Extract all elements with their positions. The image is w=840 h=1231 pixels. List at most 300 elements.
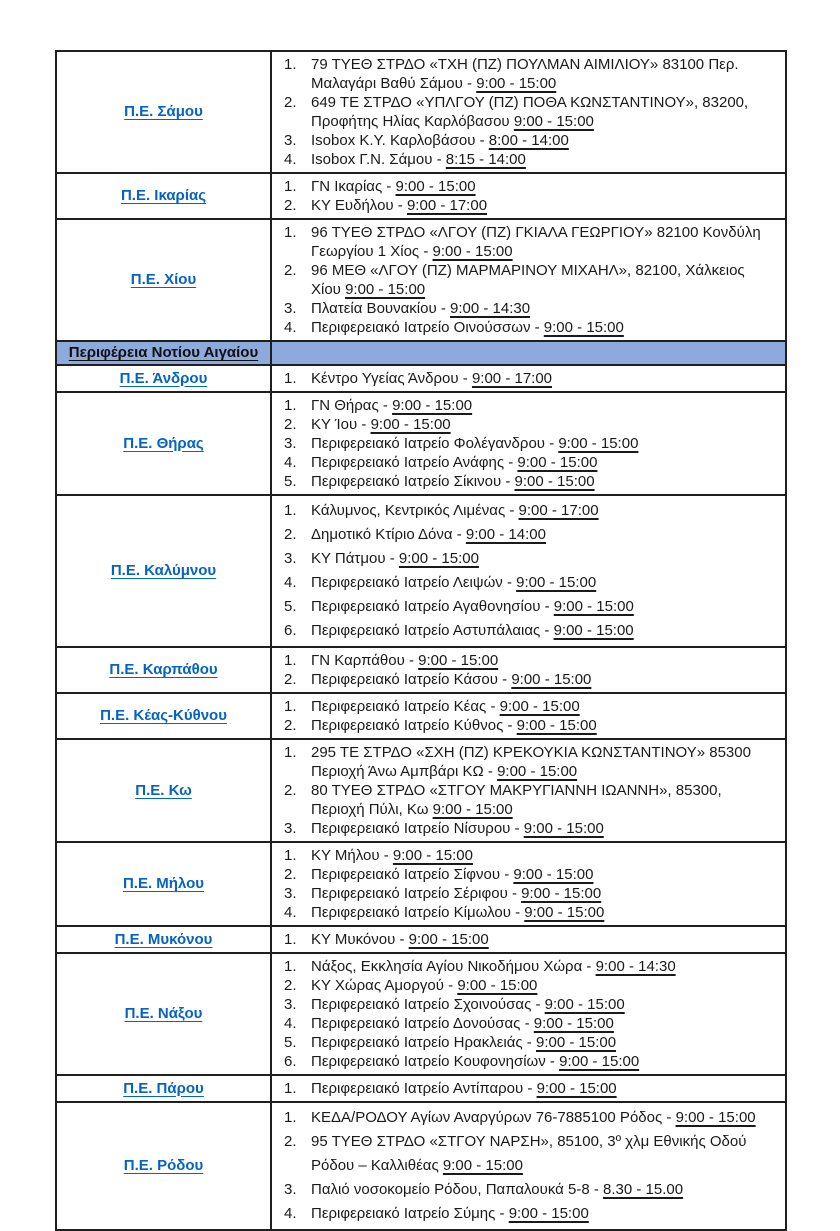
opening-hours: 9:00 - 14:00: [465, 526, 546, 543]
item-text: [311, 571, 777, 595]
region-link[interactable]: Π.Ε. Μήλου: [122, 875, 205, 892]
opening-hours: 9:00 - 15:00: [345, 281, 426, 298]
location-name: Περιφερειακό Ιατρείο Αγαθονησίου: [311, 598, 541, 615]
item-number: 5.: [284, 1034, 297, 1051]
item-number: 1.: [284, 178, 297, 195]
item-text: [311, 415, 777, 434]
items-cell: [271, 1102, 786, 1230]
region-cell: [56, 365, 271, 392]
item-number: 6.: [284, 622, 297, 639]
location-name: Περιφερειακό Ιατρείο Αντίπαρου: [311, 1080, 524, 1097]
list-item: [284, 1130, 777, 1178]
item-text: [311, 434, 777, 453]
location-name: Παλιό νοσοκομείο Ρόδου, Παπαλουκά 5-8: [311, 1181, 590, 1198]
item-text: [311, 1052, 777, 1071]
region-link[interactable]: Π.Ε. Καρπάθου: [109, 661, 218, 678]
opening-hours: 9:00 - 15:00: [457, 977, 538, 994]
opening-hours: 9:00 - 15:00: [392, 397, 473, 414]
items-cell: [271, 173, 786, 219]
table-row: [56, 693, 786, 739]
item-number: 1.: [284, 370, 297, 387]
separator: -: [483, 763, 498, 780]
item-text: [311, 884, 777, 903]
section-header-empty-cell: [271, 341, 786, 365]
separator: -: [378, 397, 393, 414]
separator: -: [504, 454, 518, 471]
opening-hours: 9:00 - 15:00: [553, 598, 634, 615]
region-cell: [56, 495, 271, 647]
region-link[interactable]: Π.Ε. Μυκόνου: [114, 930, 213, 948]
location-name: ΚΥ Ευδήλου: [311, 197, 394, 214]
location-name: ΚΥ Πάτμου: [311, 550, 386, 567]
opening-hours: 9:00 - 15:00: [535, 1034, 617, 1051]
item-number: 3.: [284, 132, 297, 149]
item-text: [311, 369, 777, 388]
item-number: 3.: [284, 550, 297, 567]
item-number: 1.: [284, 397, 297, 414]
item-number: 4.: [284, 574, 297, 591]
opening-hours: 9:00 - 15:00: [553, 622, 634, 639]
region-cell: [56, 173, 271, 219]
region-cell: [56, 647, 271, 693]
separator: -: [419, 243, 433, 260]
item-number: 1.: [284, 958, 297, 975]
separator: -: [497, 671, 512, 688]
separator: -: [530, 319, 544, 336]
opening-hours: 9:00 - 15:00: [499, 698, 580, 715]
item-number: 2.: [284, 782, 297, 799]
item-text: [311, 819, 777, 838]
location-name: ΚΥ Χώρας Αμοργού: [311, 977, 444, 994]
list-item: [284, 369, 777, 388]
location-name: 79 ΤΥΕΘ ΣΤΡΔΟ «ΤΧΗ (ΠΖ) ΠΟΥΛΜΑΝ ΑΙΜΙΛΙΟΥ» 83100 Περ. Μαλαγάρι Βαθύ Σάμου: [311, 56, 739, 92]
location-name: Περιφερειακό Ιατρείο Κύθνος: [311, 717, 504, 734]
item-number: 1.: [284, 698, 297, 715]
location-name: Περιφερειακό Ιατρείο Κέας: [311, 698, 487, 715]
opening-hours: 9:00 - 15:00: [392, 847, 473, 864]
item-number: 2.: [284, 671, 297, 688]
item-text: [311, 1130, 777, 1178]
location-name: Isobox Κ.Υ. Καρλοβάσου: [311, 132, 476, 149]
location-name: Περιφερειακό Ιατρείο Φολέγανδρου: [311, 435, 545, 452]
region-cell: [56, 953, 271, 1075]
item-number: 2.: [284, 262, 297, 279]
items-cell: [271, 51, 786, 173]
list-item: [284, 177, 777, 196]
item-number: 5.: [284, 473, 297, 490]
list-item: [284, 196, 777, 215]
opening-hours: 9:00 - 15:00: [517, 454, 598, 471]
table-row: [56, 647, 786, 693]
list-item: [284, 472, 777, 491]
location-name: Περιφερειακό Ιατρείο Σχοινούσας: [311, 996, 532, 1013]
item-number: 1.: [284, 931, 297, 948]
region-link[interactable]: Π.Ε. Κέας-Κύθνου: [100, 707, 227, 724]
list-item: [284, 453, 777, 472]
separator: -: [510, 904, 525, 921]
separator: -: [385, 550, 399, 567]
region-cell: [56, 842, 271, 926]
item-number: 2.: [284, 526, 297, 543]
health-units-table: [55, 50, 787, 1231]
list-item: [284, 1106, 777, 1130]
list-item: [284, 995, 777, 1014]
opening-hours: 9:00 - 15:00: [516, 717, 597, 734]
separator: -: [458, 370, 472, 387]
item-text: [311, 697, 777, 716]
list-item: [284, 930, 777, 949]
separator: -: [531, 996, 545, 1013]
list-item: [284, 670, 777, 689]
region-link[interactable]: Π.Ε. Καλύμνου: [110, 562, 217, 579]
item-number: 2.: [284, 94, 297, 111]
separator: -: [379, 847, 393, 864]
item-number: 2.: [284, 977, 297, 994]
location-name: Περιφερειακό Ιατρείο Σύμης: [311, 1205, 496, 1222]
location-name: Περιφερειακό Ιατρείο Αστυπάλαιας: [311, 622, 541, 639]
location-name: ΚΥ Μυκόνου: [311, 931, 396, 948]
location-name: ΚΥ Μήλου: [311, 847, 380, 864]
opening-hours: 9:00 - 14:30: [450, 300, 531, 317]
location-name: 96 ΤΥΕΘ ΣΤΡΔΟ «ΛΓΟΥ (ΠΖ) ΓΚΙΑΛΑ ΓΕΩΡΓΙΟΥ» 82100 Κονδύλη Γεωργίου 1 Χίος: [311, 224, 761, 260]
opening-hours: 9:00 - 15:00: [398, 550, 479, 567]
item-number: 1.: [284, 224, 297, 241]
opening-hours: 9:00 - 15:00: [533, 1015, 614, 1032]
opening-hours: 9:00 - 15:00: [524, 904, 605, 921]
opening-hours: 9:00 - 15:00: [408, 931, 489, 948]
separator: -: [495, 1205, 509, 1222]
list-item: [284, 318, 777, 337]
region-cell: [56, 693, 271, 739]
location-name: 96 ΜΕΘ «ΛΓΟΥ (ΠΖ) ΜΑΡΜΑΡΙΝΟΥ ΜΙΧΑΗΛ», 82100, Χάλκειος Χίου: [311, 262, 745, 298]
region-link[interactable]: Π.Ε. Κω: [135, 781, 192, 799]
separator: -: [404, 652, 419, 669]
opening-hours: 9:00 - 15:00: [523, 820, 604, 837]
list-item: [284, 434, 777, 453]
item-text: [311, 93, 777, 131]
location-name: 95 ΤΥΕΘ ΣΤΡΔΟ «ΣΤΓΟΥ ΝΑΡΣΗ», 85100, 3º χλμ Εθνικής Οδού Ρόδου – Καλλιθέας: [311, 1133, 747, 1174]
item-text: [311, 651, 777, 670]
item-number: 4.: [284, 904, 297, 921]
items-cell: [271, 1075, 786, 1102]
location-name: Περιφερειακό Ιατρείο Οινούσσων: [311, 319, 531, 336]
opening-hours: 9:00 - 15:00: [544, 996, 625, 1013]
separator: -: [382, 178, 396, 195]
location-name: Περιφερειακό Ιατρείο Κάσου: [311, 671, 498, 688]
location-name: Νάξος, Εκκλησία Αγίου Νικοδήμου Χώρα: [311, 958, 583, 975]
opening-hours: 9:00 - 15:00: [432, 243, 513, 260]
item-text: [311, 131, 777, 150]
list-item: [284, 957, 777, 976]
table-row: [56, 392, 786, 495]
item-text: [311, 716, 777, 735]
item-number: 1.: [284, 502, 297, 519]
items-cell: [271, 647, 786, 693]
items-cell: [271, 739, 786, 842]
item-number: 2.: [284, 197, 297, 214]
item-number: 2.: [284, 866, 297, 883]
item-number: 3.: [284, 435, 297, 452]
list-item: [284, 1178, 777, 1202]
table-row: [56, 842, 786, 926]
item-number: 2.: [284, 416, 297, 433]
item-number: 2.: [284, 1133, 297, 1150]
separator: -: [486, 698, 500, 715]
opening-hours: 9:00 - 15:00: [513, 113, 594, 130]
item-text: [311, 55, 777, 93]
separator: -: [545, 1053, 560, 1070]
list-item: [284, 743, 777, 781]
item-number: 3.: [284, 885, 297, 902]
table-row: [56, 1102, 786, 1230]
location-name: 649 ΤΕ ΣΤΡΔΟ «ΥΠΛΓΟΥ (ΠΖ) ΠΟΘΑ ΚΩΝΣΤΑΝΤΙΝΟΥ», 83200, Προφήτης Ηλίας Καρλόβασου: [311, 94, 749, 130]
list-item: [284, 523, 777, 547]
location-name: ΓΝ Ικαρίας: [311, 178, 383, 195]
item-number: 1.: [284, 1109, 297, 1126]
list-item: [284, 619, 777, 643]
list-item: [284, 499, 777, 523]
region-cell: [56, 1102, 271, 1230]
separator: -: [523, 1080, 537, 1097]
opening-hours: 9:00 - 15:00: [516, 574, 597, 591]
location-name: Περιφερειακό Ιατρείο Κουφονησίων: [311, 1053, 546, 1070]
items-cell: [271, 495, 786, 647]
list-item: [284, 651, 777, 670]
table-row: [56, 173, 786, 219]
item-number: 1.: [284, 744, 297, 761]
list-item: [284, 716, 777, 735]
list-item: [284, 865, 777, 884]
item-text: [311, 1202, 777, 1226]
table-row: [56, 365, 786, 392]
item-text: [311, 957, 777, 976]
opening-hours: 9:00 - 15:00: [370, 416, 451, 433]
location-name: Περιφερειακό Ιατρείο Σίφνου: [311, 866, 501, 883]
separator: -: [545, 435, 559, 452]
separator: -: [395, 931, 409, 948]
region-cell: [56, 926, 271, 953]
list-item: [284, 93, 777, 131]
location-name: Isobox Γ.Ν. Σάμου: [311, 151, 433, 168]
list-item: [284, 299, 777, 318]
location-name: Κάλυμνος, Κεντρικός Λιμένας: [311, 502, 506, 519]
opening-hours: 9:00 - 15:00: [558, 435, 639, 452]
location-name: ΓΝ Θήρας: [311, 397, 379, 414]
list-item: [284, 131, 777, 150]
item-number: 6.: [284, 1053, 297, 1070]
item-number: 1.: [284, 56, 297, 73]
region-link[interactable]: Π.Ε. Σάμου: [124, 103, 203, 120]
opening-hours: 8.30 - 15.00: [603, 1181, 684, 1198]
list-item: [284, 261, 777, 299]
location-name: Περιφερειακό Ιατρείο Ηρακλειάς: [311, 1034, 523, 1051]
item-text: [311, 976, 777, 995]
separator: -: [505, 502, 519, 519]
item-text: [311, 299, 777, 318]
list-item: [284, 415, 777, 434]
list-item: [284, 976, 777, 995]
opening-hours: 9:00 - 15:00: [497, 763, 578, 780]
opening-hours: 9:00 - 17:00: [471, 370, 553, 387]
table-row: [56, 953, 786, 1075]
separator: -: [507, 885, 522, 902]
opening-hours: 9:00 - 17:00: [518, 502, 599, 519]
item-text: [311, 396, 777, 415]
opening-hours: 9:00 - 15:00: [675, 1109, 756, 1126]
opening-hours: 9:00 - 15:00: [543, 319, 624, 336]
location-name: ΚΕΔΑ/ΡΟΔΟΥ Αγίων Αναργύρων 76-7885100 Ρόδος: [311, 1109, 663, 1126]
item-number: 4.: [284, 454, 297, 471]
separator: -: [589, 1181, 604, 1198]
region-link[interactable]: Π.Ε. Χίου: [130, 271, 197, 288]
item-text: [311, 261, 777, 299]
separator: -: [452, 526, 466, 543]
list-item: [284, 223, 777, 261]
table-row: [56, 1075, 786, 1102]
location-name: Περιφερειακό Ιατρείο Δονούσας: [311, 1015, 521, 1032]
separator: -: [582, 958, 596, 975]
item-text: [311, 995, 777, 1014]
region-link[interactable]: Π.Ε. Θήρας: [123, 434, 204, 452]
region-link[interactable]: Π.Ε. Πάρου: [123, 1079, 204, 1097]
opening-hours: 9:00 - 15:00: [559, 1053, 640, 1070]
list-item: [284, 547, 777, 571]
list-item: [284, 884, 777, 903]
item-text: [311, 177, 777, 196]
region-link[interactable]: Π.Ε. Ικαρίας: [120, 187, 207, 204]
location-name: Δημοτικό Κτίριο Δόνα: [311, 526, 453, 543]
list-item: [284, 1014, 777, 1033]
location-name: Περιφερειακό Ιατρείο Νίσυρου: [311, 820, 511, 837]
item-number: 3.: [284, 300, 297, 317]
location-name: Κέντρο Υγείας Άνδρου: [311, 370, 459, 387]
separator: -: [510, 820, 524, 837]
location-name: Περιφερειακό Ιατρείο Λειψών: [311, 574, 503, 591]
item-text: [311, 223, 777, 261]
location-name: Περιφερειακό Ιατρείο Σέριφου: [311, 885, 508, 902]
separator: -: [540, 598, 554, 615]
list-item: [284, 697, 777, 716]
region-cell: [56, 392, 271, 495]
item-text: [311, 472, 777, 491]
item-text: [311, 670, 777, 689]
list-item: [284, 1052, 777, 1071]
region-cell: [56, 739, 271, 842]
items-cell: [271, 392, 786, 495]
item-text: [311, 523, 777, 547]
separator: -: [520, 1015, 534, 1032]
section-header-cell: [56, 341, 271, 365]
item-number: 4.: [284, 1205, 297, 1222]
list-item: [284, 819, 777, 838]
region-link[interactable]: Π.Ε. Ρόδου: [123, 1157, 204, 1174]
table-row: [56, 926, 786, 953]
item-number: 1.: [284, 847, 297, 864]
opening-hours: 9:00 - 15:00: [511, 671, 592, 688]
table-row: [56, 219, 786, 341]
table-row: [56, 51, 786, 173]
separator: -: [522, 1034, 536, 1051]
separator: -: [500, 866, 514, 883]
opening-hours: 9:00 - 15:00: [536, 1080, 617, 1097]
item-text: [311, 196, 777, 215]
separator: -: [436, 300, 451, 317]
item-text: [311, 547, 777, 571]
section-header-label: Περιφέρεια Νοτίου Αιγαίου: [68, 344, 259, 361]
opening-hours: 9:00 - 14:30: [595, 958, 676, 975]
item-text: [311, 318, 777, 337]
item-text: [311, 1106, 777, 1130]
list-item: [284, 396, 777, 415]
location-name: Περιφερειακό Ιατρείο Ανάφης: [311, 454, 505, 471]
item-text: [311, 1014, 777, 1033]
item-text: [311, 595, 777, 619]
region-link[interactable]: Π.Ε. Άνδρου: [119, 369, 208, 387]
location-name: Περιφερειακό Ιατρείο Κίμωλου: [311, 904, 511, 921]
items-cell: [271, 953, 786, 1075]
region-link[interactable]: Π.Ε. Νάξου: [124, 1005, 203, 1022]
item-text: [311, 619, 777, 643]
item-number: 3.: [284, 820, 297, 837]
separator: -: [432, 151, 446, 168]
separator: -: [357, 416, 371, 433]
item-number: 4.: [284, 1015, 297, 1032]
location-name: 295 ΤΕ ΣΤΡΔΟ «ΣΧΗ (ΠΖ) ΚΡΕΚΟΥΚΙΑ ΚΩΝΣΤΑΝΤΙΝΟΥ» 85300 Περιοχή Άνω Αμπβάρι ΚΩ: [311, 744, 751, 780]
list-item: [284, 55, 777, 93]
region-cell: [56, 1075, 271, 1102]
opening-hours: 9:00 - 15:00: [395, 178, 476, 195]
opening-hours: 9:00 - 15:00: [418, 652, 499, 669]
items-cell: [271, 926, 786, 953]
table-row: [56, 495, 786, 647]
item-number: 4.: [284, 151, 297, 168]
separator: -: [503, 717, 517, 734]
location-name: 80 ΤΥΕΘ ΣΤΡΔΟ «ΣΤΓΟΥ ΜΑΚΡΥΓΙΑΝΝΗ ΙΩΑΝΝΗ», 85300, Περιοχή Πύλι, Κω: [311, 782, 722, 818]
item-text: [311, 743, 777, 781]
item-text: [311, 865, 777, 884]
opening-hours: 9:00 - 15:00: [513, 866, 594, 883]
item-text: [311, 781, 777, 819]
item-number: 5.: [284, 598, 297, 615]
list-item: [284, 571, 777, 595]
opening-hours: 9:00 - 15:00: [514, 473, 595, 490]
opening-hours: 9:00 - 17:00: [406, 197, 488, 214]
list-item: [284, 1202, 777, 1226]
separator: -: [501, 473, 515, 490]
list-item: [284, 781, 777, 819]
separator: -: [462, 75, 477, 92]
item-text: [311, 930, 777, 949]
item-text: [311, 1178, 777, 1202]
item-text: [311, 150, 777, 169]
item-number: 2.: [284, 717, 297, 734]
list-item: [284, 846, 777, 865]
list-item: [284, 1079, 777, 1098]
opening-hours: 9:00 - 15:00: [508, 1205, 589, 1222]
list-item: [284, 1033, 777, 1052]
separator: -: [393, 197, 407, 214]
opening-hours: 8:15 - 14:00: [445, 151, 526, 168]
items-cell: [271, 219, 786, 341]
list-item: [284, 903, 777, 922]
item-text: [311, 903, 777, 922]
location-name: ΓΝ Καρπάθου: [311, 652, 405, 669]
opening-hours: 9:00 - 15:00: [476, 75, 557, 92]
items-cell: [271, 842, 786, 926]
items-cell: [271, 693, 786, 739]
opening-hours: 8:00 - 14:00: [488, 132, 569, 149]
list-item: [284, 150, 777, 169]
